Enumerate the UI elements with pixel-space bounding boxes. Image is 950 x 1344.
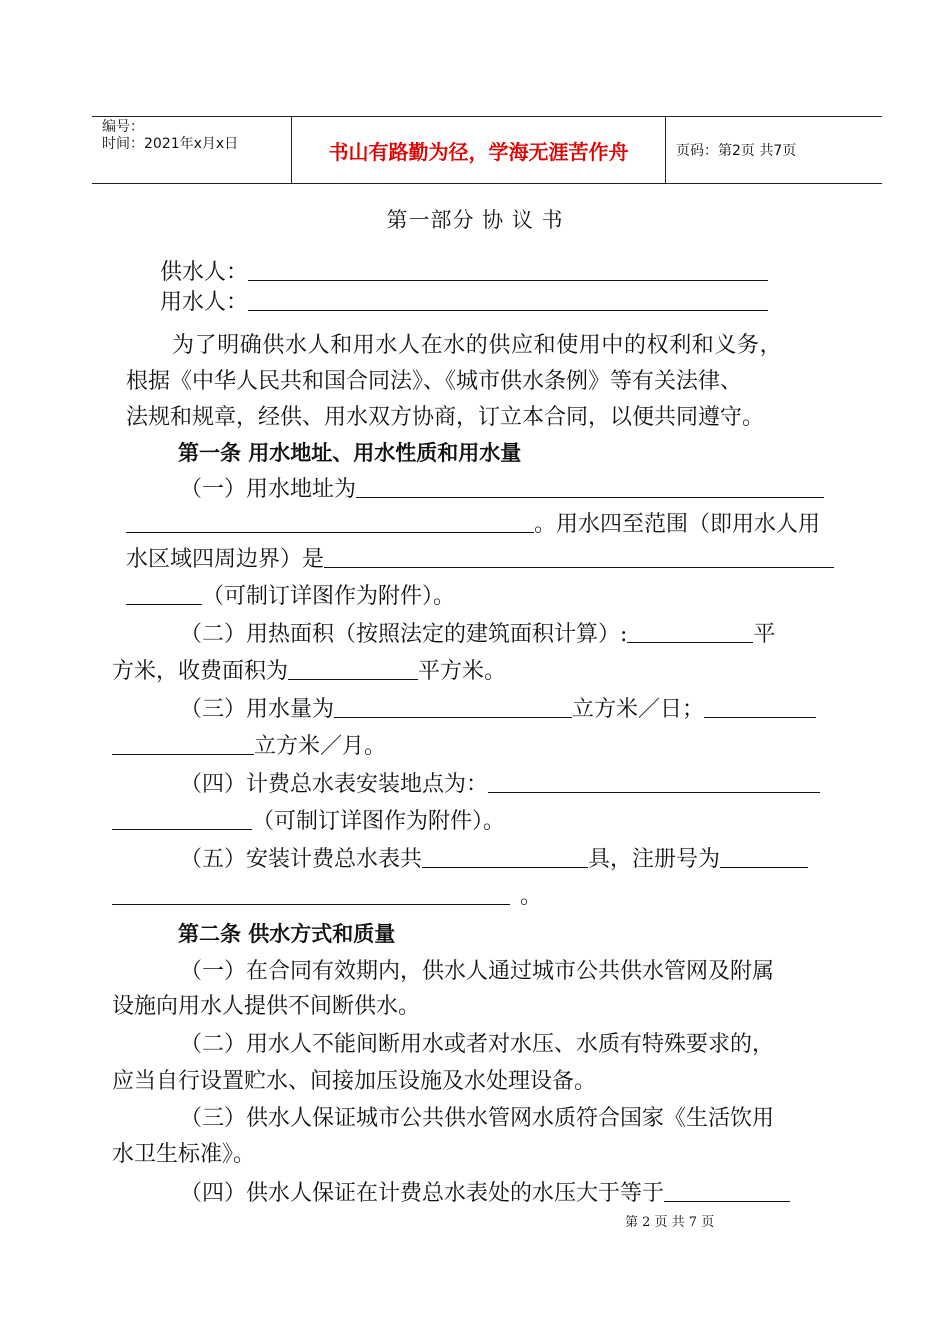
clause-1-1-range: 水区域四周边界）是 [126, 543, 834, 577]
monthly-volume-blank-cont [112, 730, 254, 755]
clause-1-3: （三）用水量为 立方米／日； [180, 693, 816, 727]
clause-2-2: （二）用水人不能间断用水或者对水压、水质有特殊要求的， [180, 1032, 775, 1057]
clause-1-1: （一）用水地址为 [180, 473, 824, 507]
clause-1-2: （二）用热面积（按照法定的建筑面积计算）: 平 [180, 618, 775, 652]
user-blank [248, 286, 768, 311]
clause-1-2-cont: 方米，收费面积为 平方米。 [112, 655, 506, 689]
registration-blank-cont [112, 880, 510, 905]
clause-2-1: （一）在合同有效期内，供水人通过城市公共供水管网及附属 [180, 959, 775, 984]
range-blank-cont [126, 580, 202, 605]
article-1-heading: 第一条 用水地址、用水性质和用水量 [178, 441, 522, 465]
time-label: 时间：2021年x月x日 [102, 136, 239, 152]
clause-1-5-cont: 。 [112, 880, 542, 914]
clause-2-4: （四）供水人保证在计费总水表处的水压大于等于 [180, 1177, 790, 1211]
range-blank [324, 543, 834, 568]
clause-1-3-cont: 立方米／月。 [112, 730, 386, 764]
meter-location-blank [488, 768, 820, 793]
clause-1-1-end: （可制订详图作为附件）。 [126, 580, 455, 614]
header-info-cell [92, 117, 292, 183]
pressure-blank [664, 1177, 790, 1202]
page-footer: 第 2 页 共 7 页 [625, 1215, 715, 1230]
number-label: 编号： [102, 119, 144, 135]
clause-1-1-cont: 。用水四至范围（即用水人用 [126, 508, 820, 542]
fee-area-blank [288, 655, 418, 680]
clause-2-1-cont: 设施向用水人提供不间断供水。 [112, 994, 421, 1019]
address-blank-cont [126, 508, 534, 533]
meter-count-blank [422, 843, 588, 868]
page-title: 第一部分 协 议 书 [386, 208, 564, 232]
daily-volume-blank [334, 693, 572, 718]
user-field: 用水人： [160, 286, 768, 320]
motto-text: 书山有路勤为径，学海无涯苦作舟 [292, 117, 666, 183]
registration-blank [720, 843, 808, 868]
page-indicator: 页码：第2页 共7页 [676, 143, 797, 159]
supplier-field: 供水人： [160, 256, 768, 290]
monthly-volume-blank [704, 693, 816, 718]
intro-line: 法规和规章，经供、用水双方协商，订立本合同，以便共同遵守。 [126, 405, 765, 430]
clause-1-4: （四）计费总水表安装地点为： [180, 768, 820, 802]
clause-2-3-cont: 水卫生标准》。 [112, 1142, 256, 1167]
intro-line: 为了明确供水人和用水人在水的供应和使用中的权利和义务， [172, 333, 783, 358]
heat-area-blank [627, 618, 753, 643]
clause-2-2-cont: 应当自行设置贮水、间接加压设施及水处理设备。 [112, 1069, 597, 1094]
document-header [92, 116, 882, 184]
meter-location-blank-cont [112, 805, 252, 830]
clause-1-4-cont: （可制订详图作为附件）。 [112, 805, 505, 839]
address-blank [356, 473, 824, 498]
clause-2-3: （三）供水人保证城市公共供水管网水质符合国家《生活饮用 [180, 1106, 775, 1131]
intro-line: 根据《中华人民共和国合同法》、《城市供水条例》等有关法律、 [126, 369, 743, 394]
clause-1-5: （五）安装计费总水表共 具，注册号为 [180, 843, 808, 877]
article-2-heading: 第二条 供水方式和质量 [178, 922, 396, 946]
supplier-blank [248, 256, 768, 281]
